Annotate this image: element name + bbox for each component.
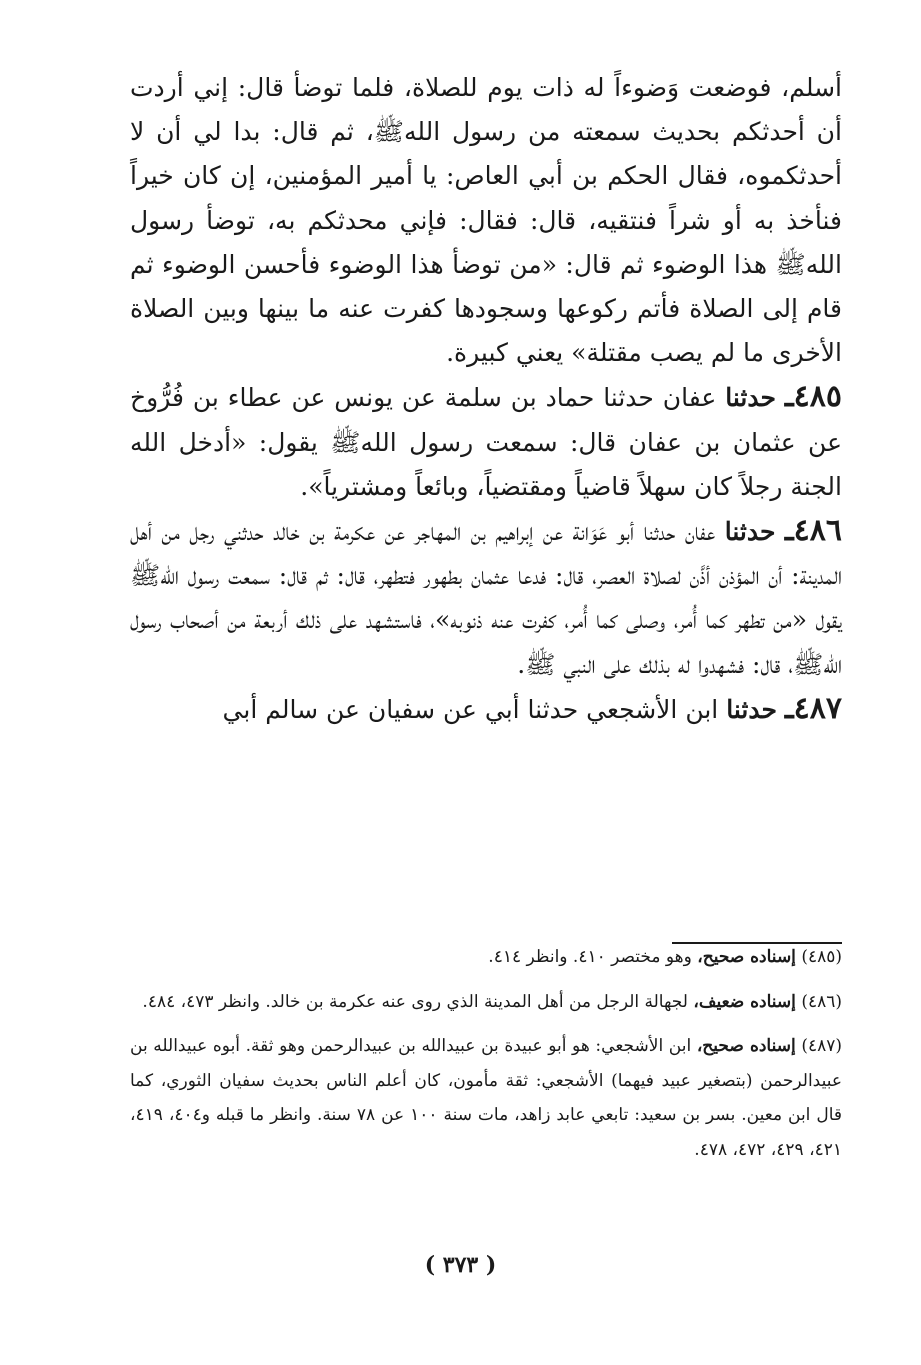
main-text [130,66,842,732]
footnotes [130,940,842,1177]
hadith-opening: حدثنا [725,383,776,413]
hadith-text: عفان حدثنا حماد بن سلمة عن يونس عن عطاء بن فُرُّوخ عن عثمان بن عفان قال: سمعت رسول اللهﷺ يقول: «أدخل الله الجنة رجلاً كان سهلاً قاضياً ومقتضياً، وبائعاً ومشترياً». [130,383,842,501]
footnote-ref: (٤٨٦) [801,991,842,1012]
hadith-number: ٤٨٧ـ [784,690,842,726]
hadith-487 [130,687,842,732]
footnote-text: وهو مختصر ٤١٠. وانظر ٤١٤. [488,947,692,967]
hadith-485 [130,375,842,509]
hadith-opening: حدثنا [726,694,777,724]
hadith-number: ٤٨٥ـ [784,379,842,415]
footnote-text: لجهالة الرجل من أهل المدينة الذي روى عنه عكرمة بن خالد. وانظر ٤٧٣، ٤٨٤. [142,991,688,1012]
hadith-486 [130,509,842,687]
footnote-486 [130,985,842,1020]
footnote-485 [130,940,842,975]
footnote-ref: (٤٨٧) [801,1036,843,1056]
continuation-paragraph: أسلم، فوضعت وَضوءاً له ذات يوم للصلاة، فلما توضأ قال: إني أردت أن أحدثكم بحديث سمعته من رسول اللهﷺ، ثم قال: بدا لي أن لا أحدثكموه، فقال الحكم بن أبي العاص: يا أمير المؤمنين، إن كان خيراً فنأخذ به أو شراً فنتقيه، قال: فقال: فإني محدثكم به، توضأ رسول اللهﷺ هذا الوضوء ثم قال: «من توضأ هذا الوضوء فأحسن الوضوء ثم قام إلى الصلاة فأتم ركوعها وسجودها كفرت عنه ما بينها وبين الصلاة الأخرى ما لم يصب مقتلة» يعني كبيرة. [130,73,842,368]
hadith-text: ابن الأشجعي حدثنا أبي عن سفيان عن سالم أبي [222,694,719,724]
footnote-487 [130,1029,842,1167]
footnote-ref: (٤٨٥) [801,947,842,967]
footnote-grade: إسناده صحيح، [697,947,796,967]
hadith-opening: حدثنا [724,517,776,547]
hadith-text: عفان حدثنا أبو عَوَانة عن إبراهيم بن المهاجر عن عكرمة بن خالد حدثني رجل من أهل المدينة: أن المؤذن أذَّن لصلاة العصر، قال: فدعا عثمان بطهور فتطهر، قال: ثم قال: سمعت رسول اللهﷺ يقول «من تطهر كما أُمر، وصلى كما أُمر، كفرت عنه ذنوبه»، فاستشهد على ذلك أربعة من أصحاب رسول اللهﷺ، قال: فشهدوا له بذلك على النبي ﷺ. [130,517,842,679]
page-number: ( ٣٧٣ ) [424,1252,497,1278]
footnote-text: ابن الأشجعي: هو أبو عبيدة بن عبيدالله بن عبيدالرحمن وهو ثقة. أبوه عبيدالله بن عبيدالرحمن (بتصغير عبيد فيهما) الأشجعي: ثقة مأمون، كان أعلم الناس بحديث سفيان الثوري، كما قال ابن معين. بسر بن سعيد: تابعي عابد زاهد، مات سنة ١٠٠ عن ٧٨ سنة. وانظر ما قبله و٤٠٤، ٤١٩، ٤٢١، ٤٢٩، ٤٧٢، ٤٧٨. [130,1036,842,1160]
footnote-grade: إسناده ضعيف، [693,991,796,1012]
footnote-grade: إسناده صحيح، [696,1036,796,1056]
hadith-number: ٤٨٦ـ [784,513,842,549]
page-body [130,66,843,1160]
